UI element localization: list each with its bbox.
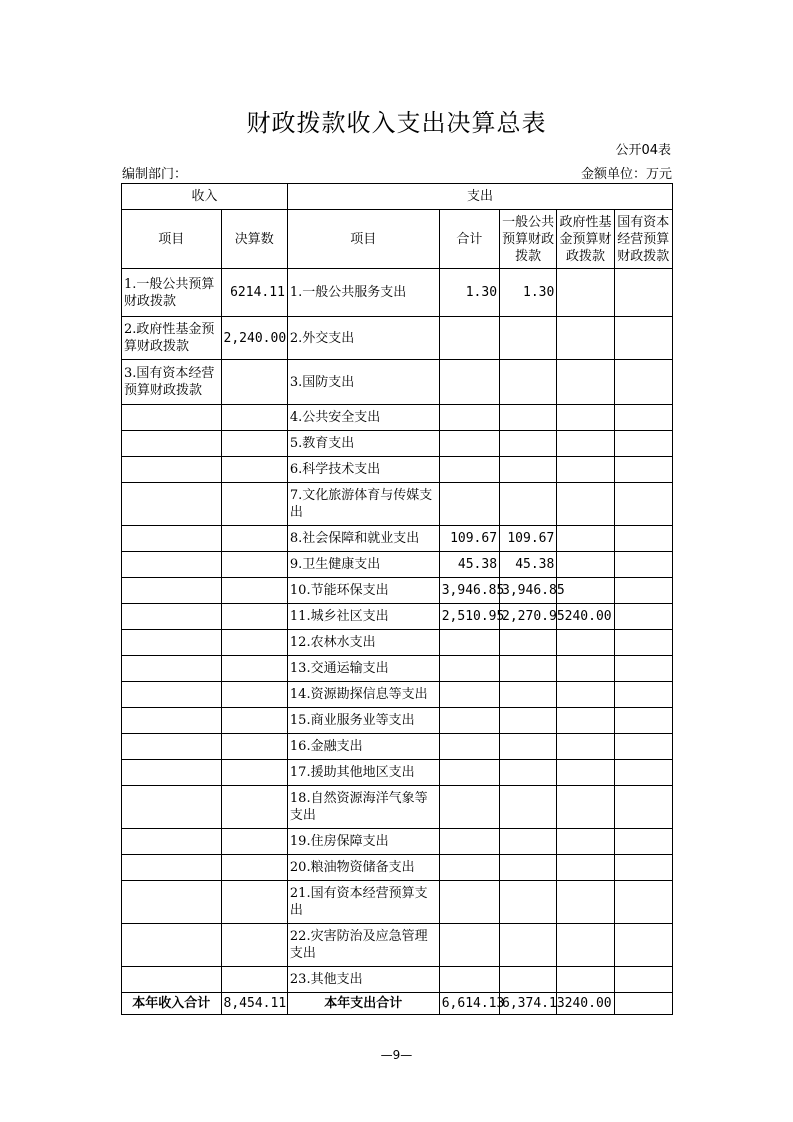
table-row [122,457,673,483]
final-amount-header: 决算数 [221,210,287,269]
expense-total [439,317,499,360]
expense-capital [614,457,672,483]
expense-item: 19.住房保障支出 [287,829,439,855]
income-item [122,829,222,855]
income-amount [221,786,287,829]
income-item [122,552,222,578]
expense-total [439,734,499,760]
expense-capital [614,682,672,708]
expense-general [500,630,557,656]
page-number: —9— [380,1048,413,1062]
income-amount: 2,240.00 [221,317,287,360]
income-item [122,457,222,483]
income-item [122,578,222,604]
expense-fund [557,760,614,786]
expense-total [439,924,499,967]
expense-fund [557,924,614,967]
expense-header: 支出 [287,184,672,210]
expense-fund [557,483,614,526]
expense-item: 14.资源勘探信息等支出 [287,682,439,708]
page-title: 财政拨款收入支出决算总表 [246,109,547,137]
income-amount [221,760,287,786]
totals-row [122,993,673,1015]
table-row [122,881,673,924]
table-row [122,431,673,457]
expense-fund [557,317,614,360]
expense-total-sum: 6,614.13 [439,993,499,1015]
table-row [122,360,673,405]
expense-total [439,656,499,682]
expense-item: 5.教育支出 [287,431,439,457]
expense-general [500,457,557,483]
income-item: 2.政府性基金预算财政拨款 [122,317,222,360]
expense-general: 3,946.85 [500,578,557,604]
table-row [122,786,673,829]
expense-capital [614,708,672,734]
income-item [122,604,222,630]
expense-fund [557,457,614,483]
expense-fund [557,552,614,578]
table-row [122,734,673,760]
expense-general: 45.38 [500,552,557,578]
expense-total [439,431,499,457]
expense-item: 18.自然资源海洋气象等支出 [287,786,439,829]
income-amount [221,405,287,431]
expense-capital [614,967,672,993]
expense-capital [614,656,672,682]
income-total-amount: 8,454.11 [221,993,287,1015]
unit-row [122,163,672,183]
expense-item: 6.科学技术支出 [287,457,439,483]
expense-capital [614,552,672,578]
income-item [122,483,222,526]
expense-fund: 240.00 [557,604,614,630]
expense-item: 13.交通运输支出 [287,656,439,682]
expense-capital [614,630,672,656]
table-row [122,708,673,734]
expense-total: 45.38 [439,552,499,578]
expense-fund [557,734,614,760]
expense-total-general: 6,374.13 [500,993,557,1015]
income-amount [221,881,287,924]
expense-item: 10.节能环保支出 [287,578,439,604]
expense-total [439,630,499,656]
income-item [122,967,222,993]
expense-capital [614,578,672,604]
income-item [122,734,222,760]
expense-total-fund: 240.00 [557,993,614,1015]
general-budget-header: 一般公共预算财政拨款 [500,210,557,269]
expense-item: 2.外交支出 [287,317,439,360]
expense-total: 109.67 [439,526,499,552]
expense-fund [557,881,614,924]
expense-capital [614,483,672,526]
expense-item-header: 项目 [287,210,439,269]
expense-total: 3,946.85 [439,578,499,604]
income-item [122,760,222,786]
expense-fund [557,829,614,855]
expense-capital [614,360,672,405]
income-item [122,431,222,457]
income-item-header: 项目 [122,210,222,269]
expense-total [439,360,499,405]
expense-fund [557,578,614,604]
expense-fund [557,405,614,431]
expense-total [439,967,499,993]
expense-fund [557,360,614,405]
table-row [122,483,673,526]
income-total-label: 本年收入合计 [122,993,222,1015]
income-amount [221,630,287,656]
expense-capital [614,734,672,760]
expense-item: 4.公共安全支出 [287,405,439,431]
income-amount [221,924,287,967]
expense-general: 2,270.95 [500,604,557,630]
income-item [122,405,222,431]
expense-total [439,855,499,881]
expense-general [500,405,557,431]
table-row [122,630,673,656]
expense-total [439,708,499,734]
table-row [122,924,673,967]
expense-general [500,760,557,786]
expense-fund [557,630,614,656]
expense-general [500,317,557,360]
expense-capital [614,786,672,829]
expense-fund [557,656,614,682]
income-amount: 6214.11 [221,269,287,317]
dept-label: 编制部门： [122,167,188,182]
income-amount [221,967,287,993]
expense-capital [614,526,672,552]
expense-capital [614,604,672,630]
expense-general: 109.67 [500,526,557,552]
income-amount [221,656,287,682]
expense-capital [614,405,672,431]
table-row [122,604,673,630]
expense-item: 15.商业服务业等支出 [287,708,439,734]
income-amount [221,829,287,855]
expense-item: 3.国防支出 [287,360,439,405]
expense-total [439,457,499,483]
expense-total [439,760,499,786]
expense-general [500,786,557,829]
expense-capital [614,855,672,881]
expense-total [439,682,499,708]
income-amount [221,734,287,760]
income-item [122,682,222,708]
gov-fund-header: 政府性基金预算财政拨款 [557,210,614,269]
expense-general [500,924,557,967]
expense-item: 21.国有资本经营预算支出 [287,881,439,924]
fiscal-table [121,183,673,1015]
expense-general [500,656,557,682]
income-item [122,656,222,682]
table-row [122,269,673,317]
income-item: 1.一般公共预算财政拨款 [122,269,222,317]
income-amount [221,526,287,552]
income-item [122,630,222,656]
expense-fund [557,786,614,829]
expense-general [500,682,557,708]
header-row-1 [122,184,673,210]
expense-general [500,829,557,855]
unit-label: 金额单位：万元 [580,167,672,182]
expense-item: 23.其他支出 [287,967,439,993]
expense-item: 20.粮油物资储备支出 [287,855,439,881]
expense-item: 12.农林水支出 [287,630,439,656]
income-amount [221,604,287,630]
table-row [122,526,673,552]
expense-total: 1.30 [439,269,499,317]
expense-total [439,483,499,526]
expense-fund [557,431,614,457]
expense-total [439,881,499,924]
total-header: 合计 [439,210,499,269]
expense-capital [614,881,672,924]
expense-total-label: 本年支出合计 [287,993,439,1015]
income-amount [221,552,287,578]
expense-fund [557,708,614,734]
expense-item: 9.卫生健康支出 [287,552,439,578]
table-row [122,829,673,855]
income-item [122,855,222,881]
expense-item: 7.文化旅游体育与传媒支出 [287,483,439,526]
expense-total [439,405,499,431]
income-item [122,924,222,967]
state-capital-header: 国有资本经营预算财政拨款 [614,210,672,269]
expense-general [500,708,557,734]
income-amount [221,578,287,604]
header-row-2 [122,210,673,269]
income-amount [221,431,287,457]
table-row [122,855,673,881]
table-row [122,656,673,682]
expense-total [439,829,499,855]
expense-capital [614,924,672,967]
expense-fund [557,682,614,708]
expense-general [500,855,557,881]
expense-item: 16.金融支出 [287,734,439,760]
expense-general [500,360,557,405]
table-row [122,317,673,360]
table-row [122,405,673,431]
income-item: 3.国有资本经营预算财政拨款 [122,360,222,405]
expense-total [439,786,499,829]
expense-total: 2,510.95 [439,604,499,630]
expense-capital [614,431,672,457]
expense-capital [614,317,672,360]
expense-general [500,881,557,924]
income-amount [221,483,287,526]
income-item [122,786,222,829]
income-amount [221,682,287,708]
expense-fund [557,855,614,881]
expense-general [500,734,557,760]
expense-item: 11.城乡社区支出 [287,604,439,630]
expense-capital [614,760,672,786]
income-amount [221,855,287,881]
income-item [122,708,222,734]
income-header: 收入 [122,184,288,210]
income-amount [221,360,287,405]
table-row [122,682,673,708]
income-item [122,526,222,552]
table-row [122,578,673,604]
expense-general [500,483,557,526]
expense-item: 17.援助其他地区支出 [287,760,439,786]
expense-capital [614,829,672,855]
income-amount [221,457,287,483]
expense-capital [614,269,672,317]
table-row [122,967,673,993]
expense-fund [557,967,614,993]
table-row [122,552,673,578]
expense-item: 1.一般公共服务支出 [287,269,439,317]
expense-fund [557,269,614,317]
form-code: 公开04表 [615,143,671,158]
expense-fund [557,526,614,552]
expense-total-capital [614,993,672,1015]
expense-general [500,967,557,993]
income-amount [221,708,287,734]
expense-general: 1.30 [500,269,557,317]
expense-item: 22.灾害防治及应急管理支出 [287,924,439,967]
expense-general [500,431,557,457]
income-item [122,881,222,924]
expense-item: 8.社会保障和就业支出 [287,526,439,552]
table-row [122,760,673,786]
